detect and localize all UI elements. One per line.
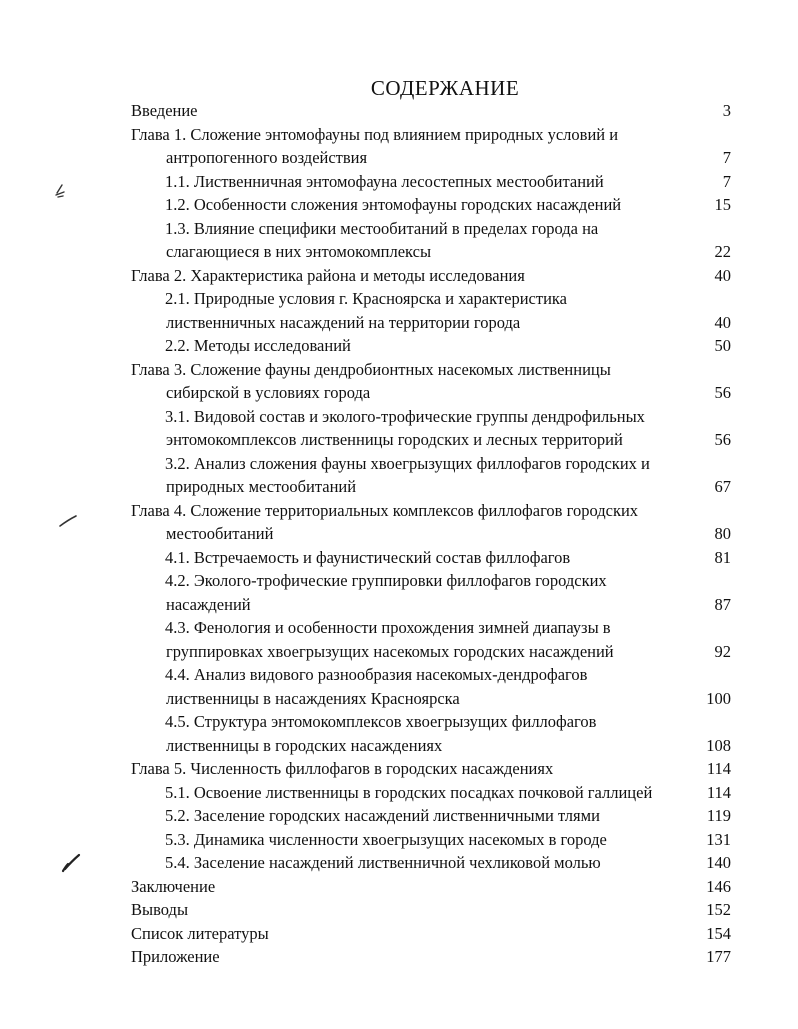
toc-entry <box>131 851 731 875</box>
margin-checkmark-1 <box>52 183 68 201</box>
toc-page-number: 177 <box>706 947 731 966</box>
toc-entry <box>131 452 731 499</box>
toc-page-number: 114 <box>706 782 731 802</box>
toc-entry <box>131 663 731 710</box>
toc-entry-text: 5.3. Динамика численности хвоегрызущих насекомых в городе <box>165 829 607 849</box>
toc-entry-text: Глава 2. Характеристика района и методы исследования <box>131 265 525 285</box>
toc-entry-text-continued: местообитаний <box>166 524 274 543</box>
toc-entry <box>131 358 731 405</box>
toc-entry <box>131 922 731 946</box>
toc-entry <box>131 405 731 452</box>
table-of-contents <box>131 99 731 969</box>
toc-page-number: 15 <box>714 195 731 214</box>
toc-entry-text: Выводы <box>131 900 189 919</box>
toc-page-number: 146 <box>706 876 731 896</box>
toc-page-number: 131 <box>706 829 731 849</box>
toc-page-number: 50 <box>714 336 731 355</box>
toc-page-number: 7 <box>722 171 731 191</box>
toc-page-number: 56 <box>714 383 731 402</box>
toc-page-number: 154 <box>706 923 731 943</box>
toc-entry <box>131 193 731 217</box>
page-title: СОДЕРЖАНИЕ <box>370 76 520 100</box>
toc-entry-text: Глава 3. Сложение фауны дендробионтных насекомых лиственницы <box>131 359 611 379</box>
toc-entry-text: 4.4. Анализ видового разнообразия насекомых-дендрофагов <box>165 665 588 684</box>
toc-entry-text-continued: энтомокомплексов лиственницы городских и лесных территорий <box>166 430 623 449</box>
toc-page-number: 87 <box>714 594 731 614</box>
toc-entry-text: Заключение <box>131 876 216 896</box>
toc-entry <box>131 264 731 288</box>
toc-page-number: 22 <box>714 242 731 261</box>
toc-page-number: 114 <box>706 759 731 778</box>
toc-page-number: 119 <box>706 806 731 825</box>
toc-entry-text: 5.1. Освоение лиственницы в городских посадках почковой галлицей <box>165 782 653 802</box>
toc-page-number: 108 <box>706 735 731 755</box>
toc-entry <box>131 875 731 899</box>
toc-entry-text-continued: насаждений <box>166 594 251 614</box>
toc-page-number: 92 <box>714 641 731 661</box>
toc-entry-text-continued: слагающиеся в них энтомокомплексы <box>166 242 432 261</box>
toc-entry <box>131 287 731 334</box>
toc-page-number: 56 <box>714 430 731 449</box>
toc-page-number: 100 <box>706 688 731 708</box>
toc-entry-text-continued: антропогенного воздействия <box>166 148 368 167</box>
toc-entry-text: 1.2. Особенности сложения энтомофауны городских насаждений <box>165 195 622 214</box>
toc-entry-text: Список литературы <box>131 923 269 943</box>
toc-entry-text-continued: природных местообитаний <box>166 477 357 496</box>
toc-entry <box>131 757 731 781</box>
toc-entry-text-continued: лиственницы в насаждениях Красноярска <box>166 688 460 708</box>
toc-entry-text: 3.1. Видовой состав и эколого-трофические группы дендрофильных <box>165 406 645 426</box>
toc-page-number: 40 <box>714 312 731 332</box>
toc-entry-text-continued: группировках хвоегрызущих насекомых городских насаждений <box>166 641 614 661</box>
toc-entry-text-continued: лиственницы в городских насаждениях <box>166 735 443 755</box>
toc-entry-text: 1.1. Лиственничная энтомофауна лесостепных местообитаний <box>165 171 604 191</box>
toc-page-number: 152 <box>706 900 731 919</box>
toc-entry <box>131 781 731 805</box>
margin-checkmark-2 <box>58 514 78 528</box>
toc-entry <box>131 170 731 194</box>
toc-entry-text: Глава 5. Численность филлофагов в городских насаждениях <box>131 759 554 778</box>
toc-entry-text: Приложение <box>131 947 220 966</box>
toc-entry-text: 4.5. Структура энтомокомплексов хвоегрызущих филлофагов <box>165 712 597 731</box>
toc-entry <box>131 123 731 170</box>
toc-page-number: 67 <box>714 477 731 496</box>
toc-entry-text: 4.3. Фенология и особенности прохождения зимней диапаузы в <box>165 618 611 637</box>
toc-entry <box>131 828 731 852</box>
toc-entry <box>131 569 731 616</box>
toc-entry <box>131 616 731 663</box>
toc-entry-text-continued: сибирской в условиях города <box>166 383 371 402</box>
toc-entry-text: 5.4. Заселение насаждений лиственничной чехликовой молью <box>165 853 601 872</box>
toc-entry-text: Глава 1. Сложение энтомофауны под влиянием природных условий и <box>131 124 619 144</box>
toc-entry-text: 4.1. Встречаемость и фаунистический состав филлофагов <box>165 547 571 567</box>
toc-entry <box>131 546 731 570</box>
toc-entry-text: 5.2. Заселение городских насаждений лиственничными тлями <box>165 806 600 825</box>
toc-entry-text: Введение <box>131 101 198 120</box>
toc-entry-text: 2.2. Методы исследований <box>165 336 351 355</box>
toc-entry-text: 4.2. Эколого-трофические группировки филлофагов городских <box>165 571 607 590</box>
toc-page-number: 40 <box>714 265 731 285</box>
toc-entry <box>131 804 731 828</box>
toc-page-number: 3 <box>722 101 731 120</box>
toc-page-number: 80 <box>714 524 731 543</box>
toc-page-number: 81 <box>714 547 731 567</box>
toc-entry <box>131 945 731 969</box>
toc-entry-text: Глава 4. Сложение территориальных комплексов филлофагов городских <box>131 500 639 520</box>
toc-entry <box>131 334 731 358</box>
toc-entry <box>131 898 731 922</box>
toc-entry-text: 1.3. Влияние специфики местообитаний в пределах города на <box>165 218 599 238</box>
toc-entry-text-continued: лиственничных насаждений на территории города <box>166 312 521 332</box>
toc-entry <box>131 710 731 757</box>
toc-page-number: 140 <box>706 853 731 872</box>
toc-page-number: 7 <box>722 148 731 167</box>
margin-checkmark-3 <box>60 852 82 874</box>
toc-entry-text: 2.1. Природные условия г. Красноярска и характеристика <box>165 289 568 308</box>
toc-entry <box>131 499 731 546</box>
toc-entry <box>131 217 731 264</box>
toc-entry-text: 3.2. Анализ сложения фауны хвоегрызущих филлофагов городских и <box>165 453 650 473</box>
toc-entry <box>131 99 731 123</box>
